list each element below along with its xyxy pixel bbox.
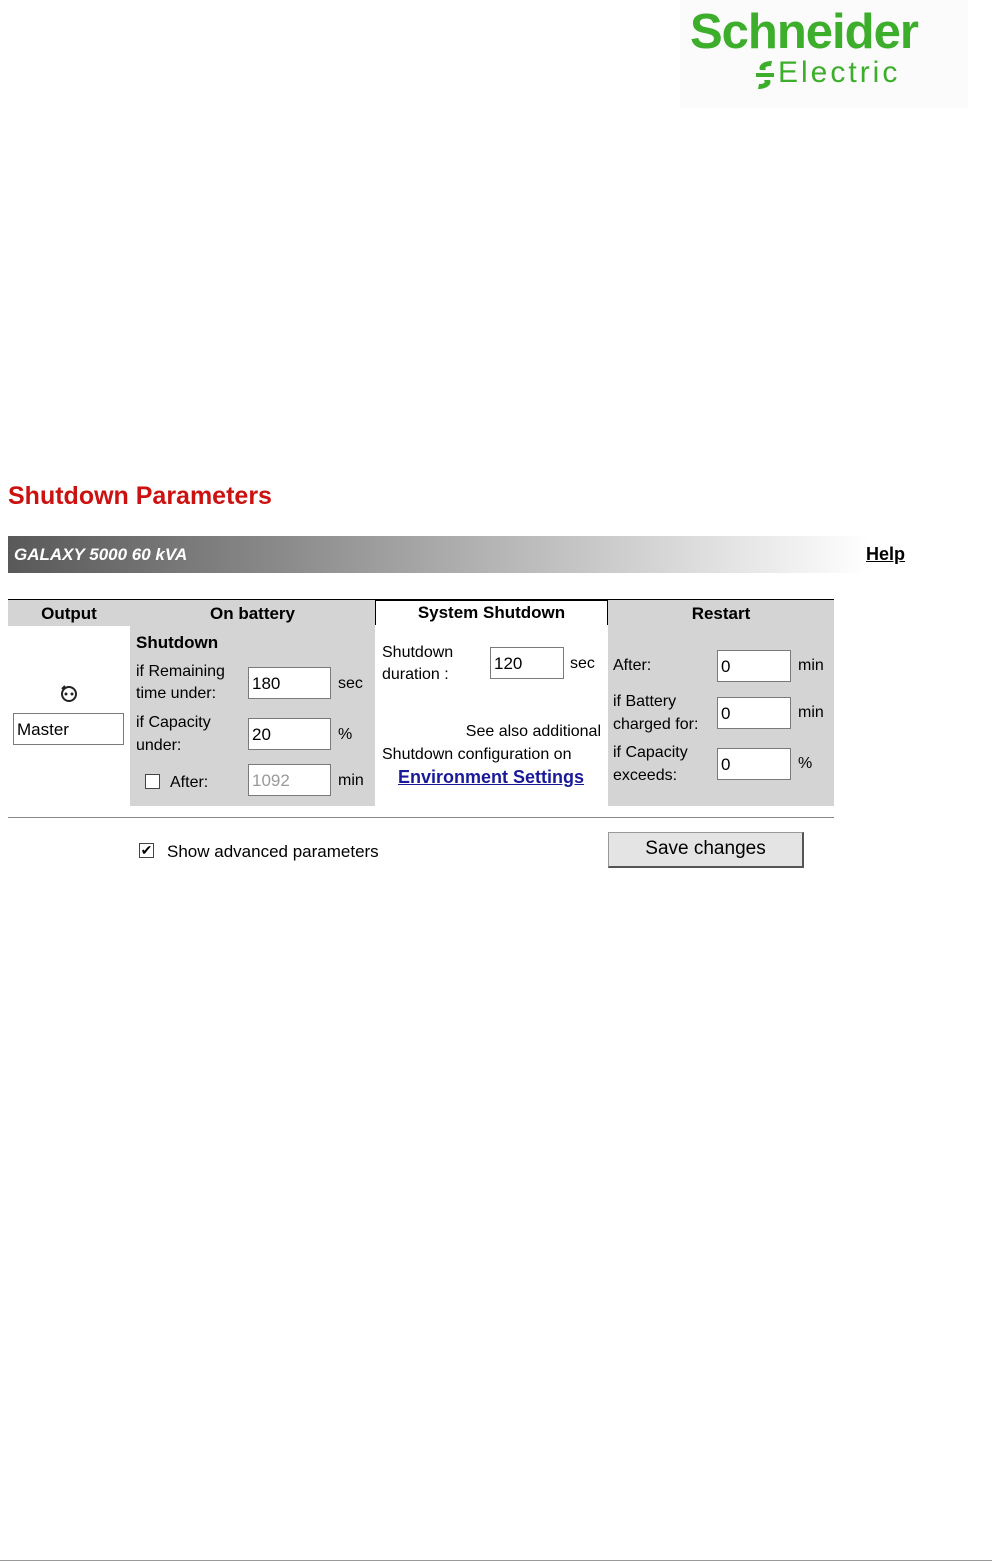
shutdown-duration-unit: sec: [570, 655, 595, 672]
advanced-parameters-label: Show advanced parameters: [167, 842, 379, 861]
output-header: Output: [41, 604, 97, 623]
schneider-electric-logo: [680, 0, 968, 108]
environment-settings-link[interactable]: Environment Settings: [398, 767, 585, 787]
shutdown-duration-label-2: duration :: [382, 666, 449, 683]
schneider-logo-icon: [752, 58, 778, 92]
on-battery-header: On battery: [209, 604, 296, 623]
header-top-line-right: [608, 599, 834, 600]
battery-charged-unit: min: [798, 704, 824, 721]
device-header-bar: [8, 536, 915, 573]
output-select[interactable]: Master: [13, 713, 124, 745]
after-unit: min: [338, 772, 364, 789]
help-link[interactable]: Help: [866, 544, 906, 564]
save-changes-button[interactable]: Save changes: [608, 832, 804, 868]
page-title: Shutdown Parameters: [8, 482, 272, 510]
after-input[interactable]: 1092: [248, 764, 331, 796]
checkmark-icon: ✔: [140, 842, 153, 858]
capacity-exceeds-input[interactable]: 0: [717, 748, 791, 780]
battery-charged-input[interactable]: 0: [717, 697, 791, 729]
restart-after-label: After:: [613, 657, 652, 674]
see-also-text-2: Shutdown configuration on: [382, 746, 572, 763]
capacity-under-input[interactable]: 20: [248, 718, 331, 750]
remaining-time-input[interactable]: 180: [248, 667, 331, 699]
shutdown-duration-input[interactable]: 120: [490, 647, 564, 679]
logo-wordmark: Schneider: [690, 5, 918, 59]
restart-after-input[interactable]: 0: [717, 650, 791, 682]
tab-system-shutdown[interactable]: System Shutdown: [417, 603, 566, 622]
output-outlet-icon: [59, 684, 79, 704]
after-checkbox[interactable]: [145, 774, 160, 789]
divider: [8, 817, 834, 818]
see-also-text-1: See also additional: [465, 723, 601, 740]
page-footer-line: [0, 1560, 992, 1561]
remaining-time-label-2: time under:: [136, 685, 217, 702]
logo-subtext: Electric: [778, 56, 901, 89]
capacity-under-label-1: if Capacity: [136, 714, 211, 731]
battery-charged-label-1: if Battery: [613, 693, 677, 710]
restart-after-unit: min: [798, 657, 824, 674]
capacity-exceeds-unit: %: [798, 755, 813, 772]
battery-charged-label-2: charged for:: [613, 716, 699, 733]
shutdown-section-label: Shutdown: [136, 633, 219, 652]
header-top-line: [8, 599, 375, 600]
shutdown-duration-label-1: Shutdown: [382, 644, 454, 661]
capacity-exceeds-label-2: exceeds:: [613, 767, 678, 784]
capacity-under-unit: %: [338, 726, 353, 743]
after-label: After:: [170, 774, 209, 791]
capacity-under-label-2: under:: [136, 737, 182, 754]
remaining-time-label-1: if Remaining: [136, 663, 225, 680]
remaining-time-unit: sec: [338, 675, 363, 692]
capacity-exceeds-label-1: if Capacity: [613, 744, 688, 761]
advanced-parameters-checkbox[interactable]: [139, 843, 154, 858]
restart-header: Restart: [691, 604, 751, 623]
device-name: GALAXY 5000 60 kVA: [14, 545, 188, 564]
